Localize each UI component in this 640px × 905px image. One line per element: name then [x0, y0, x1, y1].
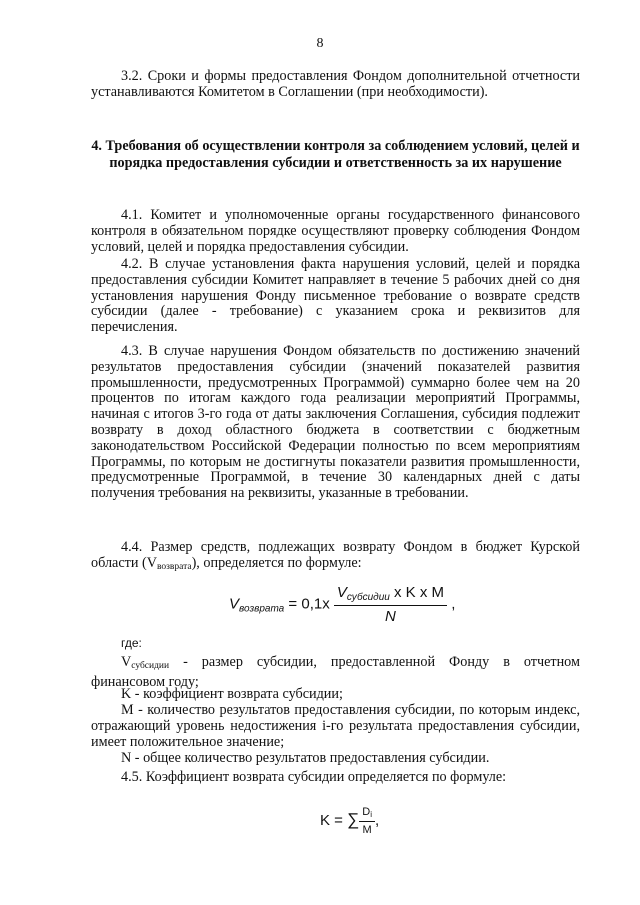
paragraph-3-2: 3.2. Сроки и формы предоставления Фондом дополнительной отчетности устанавливаются Комитетом в Соглашении (при необходимости). — [91, 68, 580, 100]
formula-fraction: $\frac{V_{субсидии} x K x M}{N}$ — [334, 584, 447, 625]
formula-refund-coefficient: K = ∑ $\frac{Di}{M}$ , — [320, 806, 380, 836]
paragraph-4-5: 4.5. Коэффициент возврата субсидии определяется по формуле: — [121, 769, 507, 785]
page-number: 8 — [316, 36, 324, 51]
definition-v: $V_{субсидии}$ - размер субсидии, предоставленной Фонду в отчетном финансовом году; — [91, 654, 580, 690]
paragraph-4-1: 4.1. Комитет и уполномоченные органы государственного финансового контроля в обязательном порядке осуществляют проверку соблюдения Фондом условий, целей и порядка предоставления субсидии. — [91, 207, 580, 255]
formula-refund-amount: $V_{возврата} = 0,1x$ $\frac{V_{субсидии} x K x M}{N}$ , — [229, 584, 456, 625]
formula2-fraction: $\frac{Di}{M}$ — [359, 806, 375, 836]
definition-m: М - количество результатов предоставления субсидии, по которым индекс, отражающий уровень недостижения i-го результата предоставления субсидии, имеет положительное значение; — [91, 702, 580, 750]
definition-n: N - общее количество результатов предоставления субсидии. — [121, 750, 490, 766]
paragraph-4-4: 4.4. Размер средств, подлежащих возврату Фондом в бюджет Курской области $(V_{возврата})$, определяется по формуле: — [91, 539, 580, 572]
definition-k: K - коэффициент возврата субсидии; — [121, 686, 343, 702]
paragraph-4-3: 4.3. В случае нарушения Фондом обязательств по достижению значений результатов предоставления субсидии (значений показателей развития промышленности, предусмотренных Программой) суммарно более чем на 20 процентов по итогам каждого года реализации мероприятий Программы, начиная с итогов 3-го года от даты заключения Соглашения, субсидия подлежит возврату в доход областного бюджета в соответствии с бюджетным законодательством Российской Федерации полностью по всем мероприятиям Программы, по которым не достигнуты показатели развития промышленности, предусмотренные Программой, в течение 30 календарных дней с даты получения требования на реквизиты, указанные в требовании. — [91, 343, 580, 502]
where-label: где: — [121, 636, 142, 650]
paragraph-4-2: 4.2. В случае установления факта нарушения условий, целей и порядка предоставления субсидии Комитет направляет в течение 5 рабочих дней со дня установления нарушения Фонду письменное требование о возврате средств субсидии (далее - требование) с указанием срока и реквизитов для перечисления. — [91, 256, 580, 336]
section-heading: 4. Требования об осуществлении контроля за соблюдением условий, целей и порядка предоставления субсидии и ответственность за их нарушение — [91, 138, 580, 171]
